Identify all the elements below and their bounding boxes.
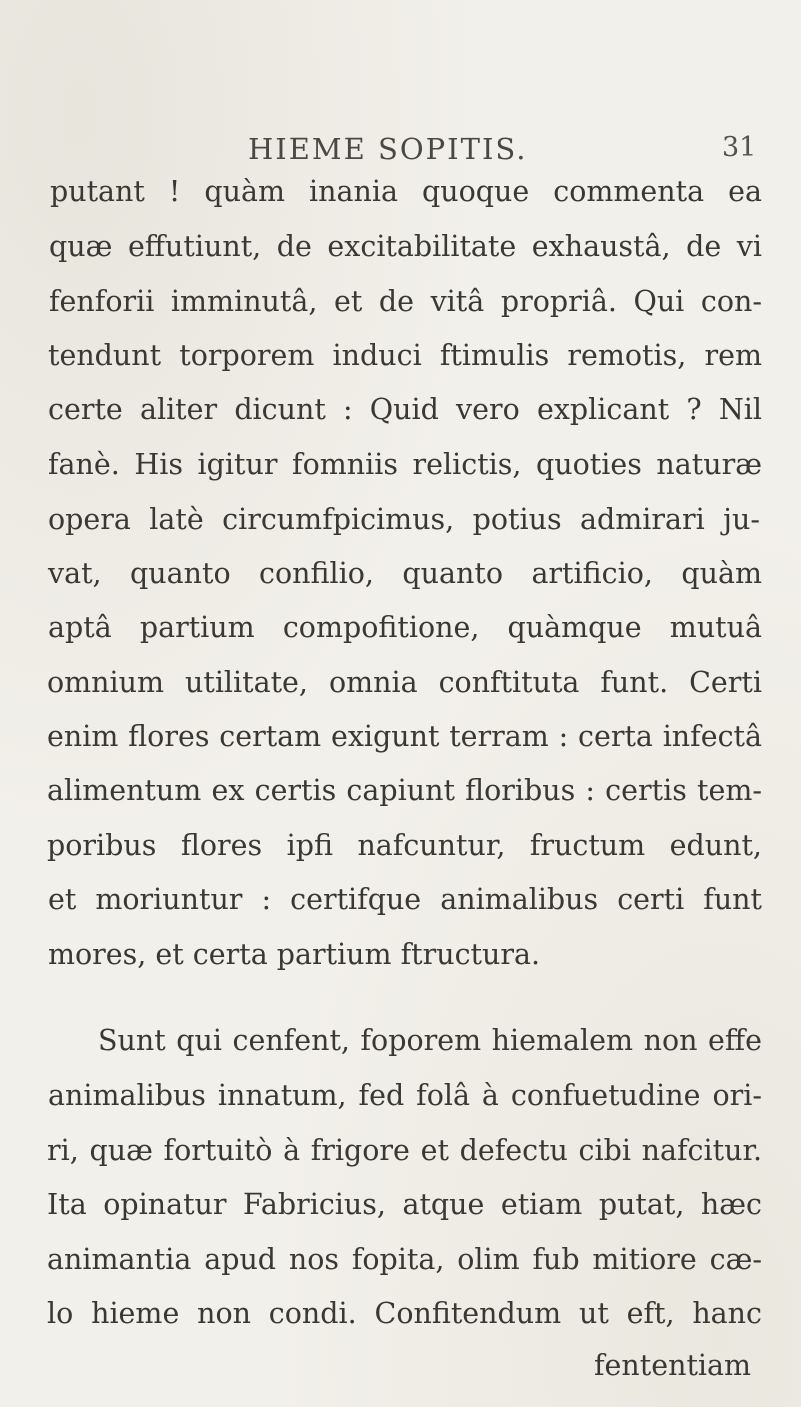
page-number: 31	[722, 132, 757, 163]
text-line: animantia apud nos fopita, olim fub mitiore cæ-	[47, 1243, 762, 1276]
text-line: enim flores certam exigunt terram : certa infectâ	[47, 720, 762, 753]
text-line: Ita opinatur Fabricius, atque etiam putat, hæc	[47, 1188, 762, 1221]
text-line: putant ! quàm inania quoque commenta ea	[50, 175, 762, 208]
text-line: certe aliter dicunt : Quid vero explicant ? Nil	[48, 393, 762, 426]
text-line: Sunt qui cenfent, foporem hiemalem non effe	[98, 1024, 762, 1057]
text-line: vat, quanto confilio, quanto artificio, quàm	[48, 557, 762, 590]
text-line: tendunt torporem induci ftimulis remotis, rem	[48, 339, 762, 372]
text-line: fanè. His igitur fomniis relictis, quoties naturæ	[48, 448, 762, 481]
text-line: opera latè circumfpicimus, potius admirari ju-	[48, 503, 760, 536]
text-line: ri, quæ fortuitò à frigore et defectu cibi nafcitur.	[47, 1134, 762, 1167]
text-line: animalibus innatum, fed folâ à confuetudine ori-	[48, 1079, 762, 1112]
text-line: aptâ partium compofitione, quàmque mutuâ	[48, 611, 762, 644]
text-line: lo hieme non condi. Confitendum ut eft, hanc	[47, 1297, 762, 1330]
text-line: mores, et certa partium ftructura.	[48, 938, 541, 971]
text-line: quæ effutiunt, de excitabilitate exhaustâ, de vi	[49, 230, 762, 263]
text-line: fenforii imminutâ, et de vitâ propriâ. Qui con-	[49, 285, 762, 318]
text-line: alimentum ex certis capiunt floribus : certis tem-	[47, 774, 762, 807]
running-head: HIEME SOPITIS.	[248, 132, 528, 166]
text-line: et moriuntur : certifque animalibus certi funt	[48, 883, 762, 916]
text-line: omnium utilitate, omnia conftituta funt. Certi	[47, 666, 762, 699]
text-line: poribus flores ipfi nafcuntur, fructum edunt,	[47, 829, 762, 862]
catchword: fententiam	[594, 1349, 752, 1382]
